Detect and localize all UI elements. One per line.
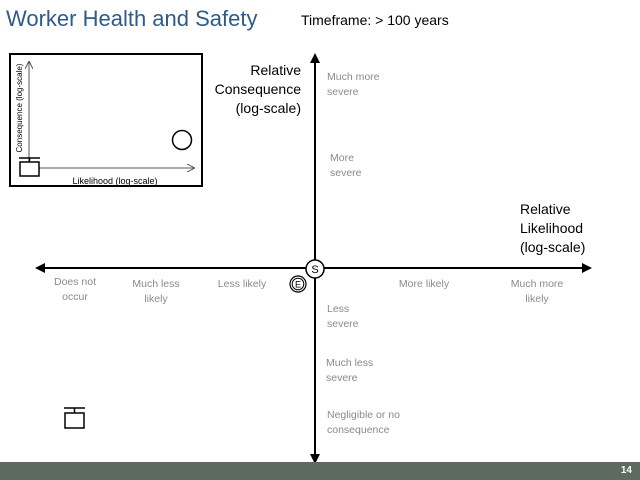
page-title: Worker Health and Safety (6, 6, 258, 31)
x-level-more-likely: More likely (398, 278, 450, 290)
y-axis-title: Relative Consequence (log-scale) (214, 62, 301, 116)
e-marker-label: E (294, 279, 302, 290)
x-level-much-less-likely: Much less likely (132, 278, 180, 305)
footer-bar (0, 462, 640, 480)
inset-y-label: Consequence (log-scale) (15, 63, 24, 153)
y-level-more-severe: More severe (330, 152, 362, 179)
timeframe-label: Timeframe: > 100 years (301, 12, 449, 28)
inset-x-label: Likelihood (log-scale) (72, 176, 158, 186)
y-level-negligible: Negligible or no consequence (327, 409, 400, 436)
box-marker-icon (64, 408, 85, 428)
inset-frame (9, 53, 203, 187)
y-level-much-more-severe: Much more severe (327, 71, 380, 98)
s-marker-label: S (311, 264, 319, 276)
page-number: 14 (620, 465, 632, 476)
x-axis-title: Relative Likelihood (log-scale) (520, 201, 586, 255)
x-level-does-not-occur: Does not occur (53, 276, 97, 303)
y-level-less-severe: Less severe (327, 303, 359, 330)
x-level-much-more-likely: Much more likely (510, 278, 564, 305)
x-level-less-likely: Less likely (217, 278, 267, 290)
y-level-much-less-severe: Much less severe (326, 357, 374, 384)
